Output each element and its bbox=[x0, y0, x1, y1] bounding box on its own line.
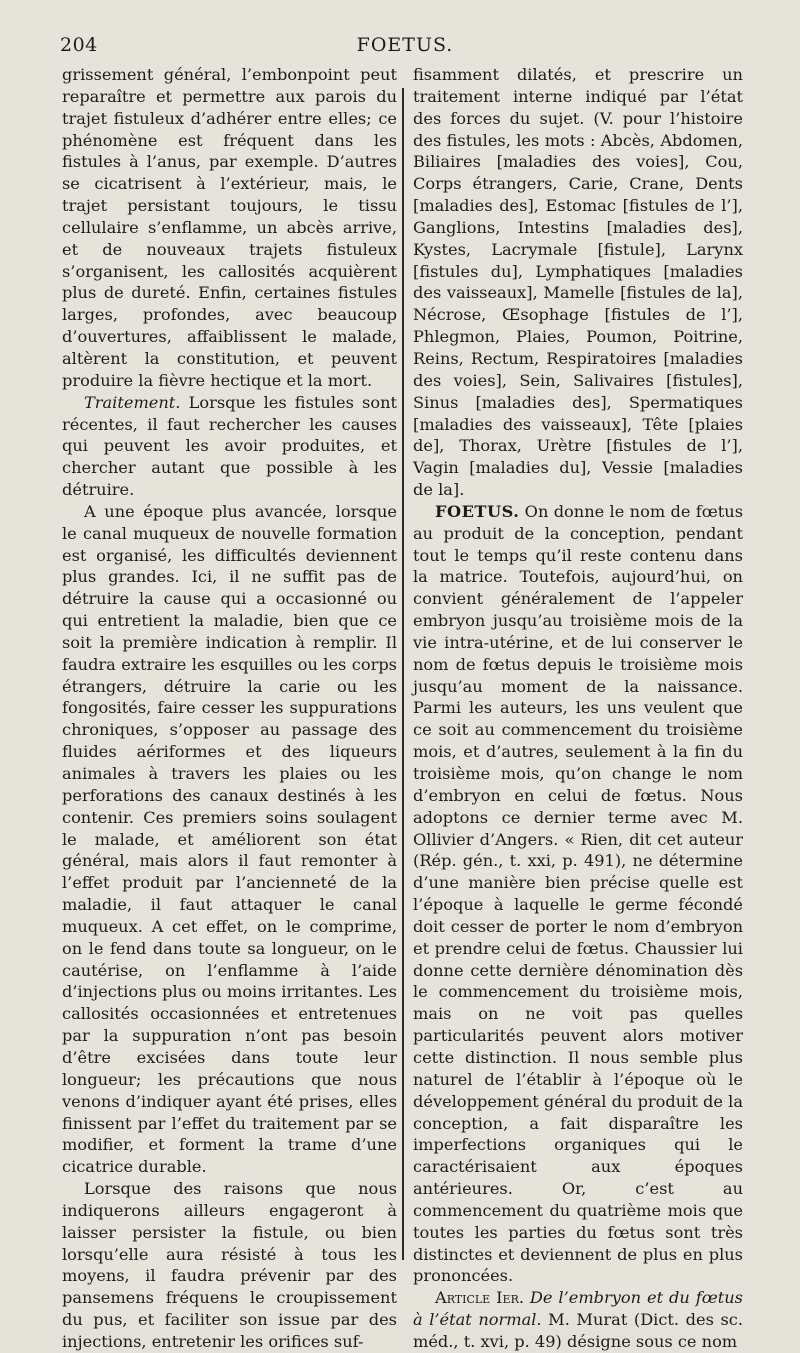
left-column bbox=[62, 64, 397, 1353]
right-column bbox=[413, 64, 743, 1353]
page-header bbox=[60, 34, 750, 60]
article-title: De l’embryon et du fœtus à l’état normal. bbox=[413, 1288, 743, 1330]
paragraph-traitement bbox=[62, 392, 397, 501]
running-title: FOETUS. bbox=[356, 34, 454, 56]
article-text: M. Murat (Dict. des sc. méd., t. xvi, p. 49) désigne sous ce nom bbox=[413, 1310, 743, 1351]
paragraph-advanced-stage: A une époque plus avancée, lorsque le canal muqueux de nouvelle formation est organisé, les difficultés deviennent plus grandes. Ici, il ne suffit pas de détruire la cause qui a occasionné ou qui entretient la maladie, bien que ce soit la première indication à remplir. Il faudra extraire les esquilles ou les corps étrangers, détruire la carie ou les fongosités, faire cesser les suppurations chroniques, s’opposer au passage des fluides aériformes et des liqueurs animales à travers les plaies ou les perforations des canaux destinés à les contenir. Ces premiers soins soulagent le malade, et améliorent son état général, mais alors il faut remonter à l’effet produit par l’ancienneté de la maladie, il faut attaquer le canal muqueux. A cet effet, on le comprime, on le fend dans toute sa longueur, on le cautérise, on l’enflamme à l’aide d’injections plus ou moins irritantes. Les callosités occasionnées et entretenues par la suppuration n’ont pas besoin d’être excisées dans toute leur longueur; les précautions que nous venons d’indiquer ayant été prises, elles finissent par l’effet du traitement par se modifier, et forment la trame d’une cicatrice durable. bbox=[62, 501, 397, 1177]
entry-heading-foetus: FOETUS. bbox=[435, 501, 520, 521]
paragraph-cross-references: fisamment dilatés, et prescrire un traitement interne indiqué par l’état des forces du sujet. (V. pour l’histoire des fistules, les mots : Abcès, Abdomen, Biliaires [maladies des voies], Cou, Corps étrangers, Carie, Crane, Dents [maladies des], Estomac [fistules de l’], Ganglions, Intestins [maladies des], Kystes, Lacrymale [fistule], Larynx [fistules du], Lymphatiques [maladies des vaisseaux], Mamelle [fistules de la], Nécrose, Œsophage [fistules de l’], Phlegmon, Plaies, Poumon, Poitrine, Reins, Rectum, Respiratoires [maladies des voies], Sein, Salivaires [fistules], Sinus [maladies des], Spermatiques [maladies des vaisseaux], Tête [plaies de], Thorax, Urètre [fistules de l’], Vagin [maladies du], Vessie [maladies de la]. bbox=[413, 65, 743, 500]
foetus-definition-text: On donne le nom de fœtus au produit de la conception, pendant tout le temps qu’il reste contenu dans la matrice. Toutefois, aujourd’hui, on convient généralement de l’appeler embryon jusqu’au troisième mois de la vie intra-utérine, et de lui conserver le nom de fœtus depuis le troisième mois jusqu’au moment de la naissance. Parmi les auteurs, les uns veulent que ce soit au commencement du troisième mois, et d’autres, seulement à la fin du troisième mois, qu’on change le nom d’embryon en celui de fœtus. Nous adoptons ce dernier terme avec M. Ollivier d’Angers. « Rien, dit cet auteur (Rép. gén., t. xxi, p. 491), ne détermine d’une manière bien précise quelle est l’époque à laquelle le germe fécondé doit cesser de porter le nom d’embryon et prendre celui de fœtus. Chaussier lui donne cette dernière dénomination dès le commencement du troisième mois, mais on ne voit pas quelles particularités peuvent alors motiver cette distinction. Il nous semble plus naturel de l’établir à l’époque où le développement général du produit de la conception, a fait disparaître les imperfections organiques qui le caractérisaient aux époques antérieures. Or, c’est au commencement du quatrième mois que toutes les parties du fœtus sont très distinctes et deviennent de plus en plus prononcées. bbox=[413, 501, 743, 1286]
paragraph-persisting-fistula: Lorsque des raisons que nous indiquerons ailleurs engageront à laisser persister la fistule, ou bien lorsqu’elle aura résisté à tous les moyens, il faudra prévenir par des pansemens fréquens le croupissement du pus, et faciliter son issue par des injections, entretenir les orifices suf- bbox=[62, 1179, 397, 1351]
paragraph-article-1 bbox=[413, 1287, 743, 1353]
article-label: Article Ier. bbox=[435, 1288, 524, 1308]
traitement-label: Traitement. bbox=[84, 392, 181, 412]
paragraph-fistula-evolution: grissement général, l’embonpoint peut reparaître et permettre aux parois du trajet fistuleux d’adhérer entre elles; ce phénomène est fréquent dans les fistules à l’anus, par exemple. D’autres se cicatrisent à l’extérieur, mais, le trajet persistant toujours, le tissu cellulaire s’enflamme, un abcès arrive, et de nouveaux trajets fistuleux s’organisent, les callosités acquièrent plus de dureté. Enfin, certaines fistules larges, profondes, avec beaucoup d’ouvertures, affaiblissent le malade, altèrent la constitution, et peuvent produire la fièvre hectique et la mort. bbox=[62, 65, 397, 390]
page-number: 204 bbox=[60, 34, 98, 56]
column-divider bbox=[402, 88, 404, 1260]
paragraph-foetus-entry bbox=[413, 501, 743, 1287]
traitement-text: Lorsque les fistules sont récentes, il faut rechercher les causes qui peuvent les avoir produites, et chercher autant que possible à les détruire. bbox=[62, 392, 397, 500]
